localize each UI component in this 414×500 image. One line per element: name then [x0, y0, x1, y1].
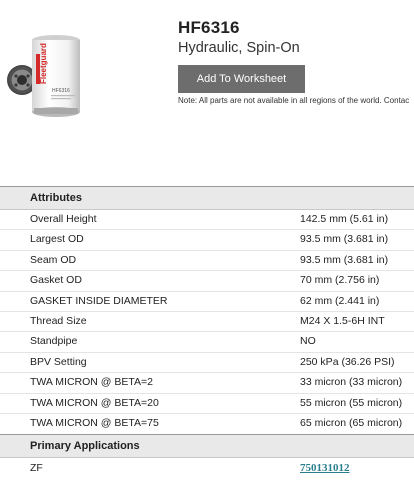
availability-note: Note: All parts are not available in all regions of the world. Contac: [178, 96, 410, 105]
table-row: [0, 353, 414, 373]
attribute-value: 33 micron (33 micron): [300, 376, 403, 389]
attribute-value: 65 micron (65 micron): [300, 416, 403, 429]
attribute-value: 93.5 mm (3.681 in): [300, 253, 389, 266]
attribute-name: TWA MICRON @ BETA=75: [30, 416, 159, 429]
product-image: [4, 26, 160, 126]
application-part-link[interactable]: 750131012: [300, 462, 350, 474]
attribute-name: TWA MICRON @ BETA=2: [30, 376, 153, 389]
attribute-name: Largest OD: [30, 233, 84, 246]
attribute-name: BPV Setting: [30, 355, 87, 368]
attribute-name: Seam OD: [30, 253, 77, 266]
table-row: [0, 394, 414, 414]
attributes-heading: Attributes: [30, 192, 82, 204]
table-row: [0, 312, 414, 332]
attribute-value: 55 micron (55 micron): [300, 396, 403, 409]
attribute-value: M24 X 1.5-6H INT: [300, 314, 385, 327]
table-row: [0, 210, 414, 230]
attribute-name: Standpipe: [30, 335, 78, 348]
add-to-worksheet-button[interactable]: Add To Worksheet: [178, 65, 305, 93]
table-row: [0, 332, 414, 352]
brand-logo: Fleetguard: [39, 43, 48, 84]
attribute-value: 70 mm (2.756 in): [300, 274, 380, 287]
attribute-name: Thread Size: [30, 314, 87, 327]
attribute-name: TWA MICRON @ BETA=20: [30, 396, 159, 409]
attributes-table: [0, 210, 414, 434]
table-row: [0, 373, 414, 393]
table-row: [0, 414, 414, 434]
attributes-header: [0, 186, 414, 210]
table-row: [0, 271, 414, 291]
attribute-value: 62 mm (2.441 in): [300, 294, 380, 307]
attribute-value: 93.5 mm (3.681 in): [300, 233, 389, 246]
attribute-value: 250 kPa (36.26 PSI): [300, 355, 395, 368]
application-name: ZF: [30, 462, 43, 474]
filter-canister: [32, 35, 80, 117]
application-row: [0, 458, 414, 480]
canister-part-label: HF6316: [52, 88, 70, 94]
table-row: [0, 251, 414, 271]
attribute-value: 142.5 mm (5.61 in): [300, 213, 389, 225]
attribute-name: Gasket OD: [30, 274, 82, 287]
attribute-value: NO: [300, 335, 316, 348]
product-info: [178, 18, 414, 93]
table-row: [0, 230, 414, 250]
attribute-name: GASKET INSIDE DIAMETER: [30, 294, 168, 307]
table-row: [0, 292, 414, 312]
part-description: Hydraulic, Spin-On: [178, 40, 300, 56]
part-number-title: HF6316: [178, 18, 240, 37]
attribute-name: Overall Height: [30, 213, 97, 225]
primary-applications-heading: Primary Applications: [30, 440, 140, 452]
primary-applications-header: [0, 434, 414, 458]
